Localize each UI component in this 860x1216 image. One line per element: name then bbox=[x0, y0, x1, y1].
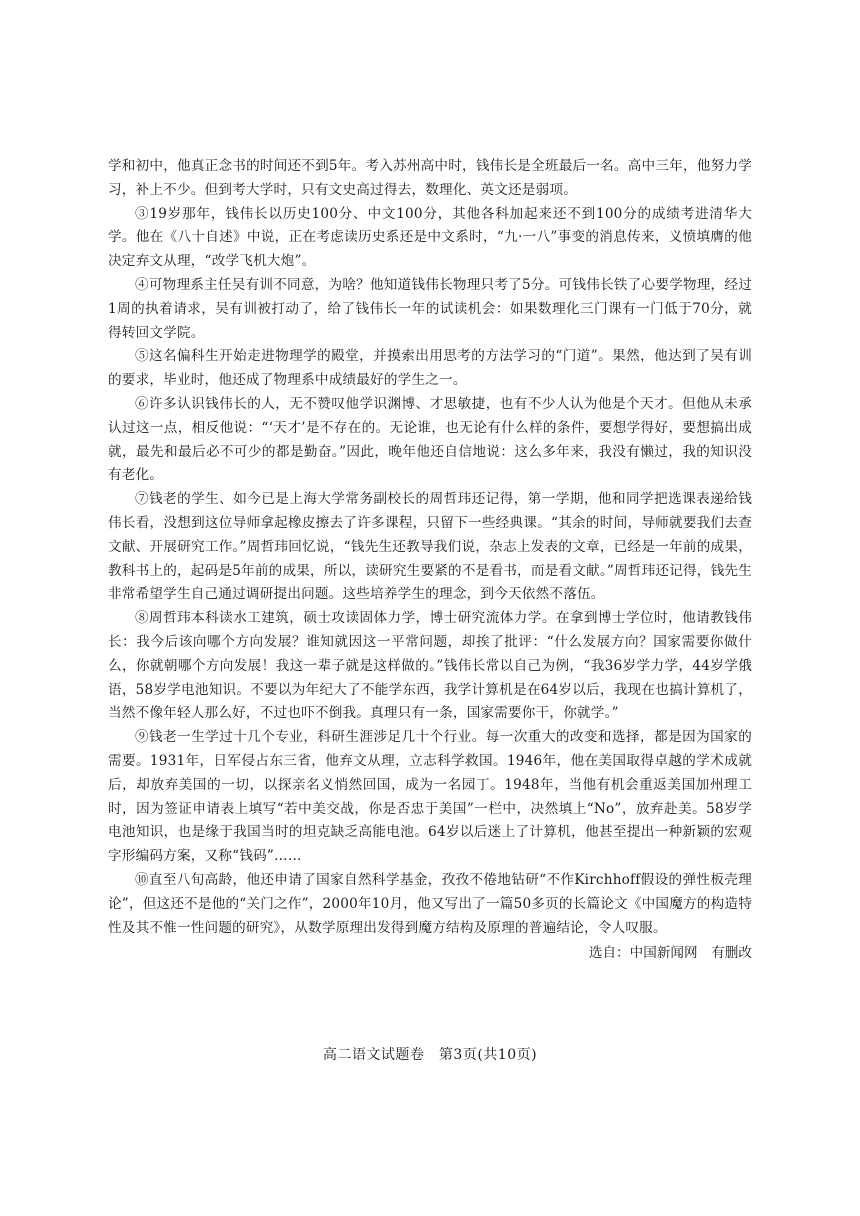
paragraph-10: ⑩直至八旬高龄，他还申请了国家自然科学基金，孜孜不倦地钻研“不作Kirchhoff假设的弹性板壳理论”，但这还不是他的“关门之作”，2000年10月，他又写出了一篇50多页的长篇论文《中国魔方的构造特性及其不惟一性问题的研究》，从数学原理出发得到魔方结构及原理的普遍结论，令人叹服。 bbox=[108, 871, 752, 936]
paragraph-3: ③19岁那年，钱伟长以历史100分、中文100分，其他各科加起来还不到100分的成绩考进清华大学。他在《八十自述》中说，正在考虑读历史系还是中文系时，“九·一八”事变的消息传来，义愤填膺的他决定弃文从理，“改学飞机大炮”。 bbox=[108, 205, 752, 270]
paragraph-8: ⑧周哲玮本科读水工建筑，硕士攻读固体力学，博士研究流体力学。在拿到博士学位时，他请教钱伟长：我今后该向哪个方向发展？谁知就因这一平常问题，却挨了批评：“什么发展方向？国家需要你做什么，你就朝哪个方向发展！我这一辈子就是这样做的。”钱伟长常以自己为例，“我36岁学力学，44岁学俄语，58岁学电池知识。不要以为年纪大了不能学东西，我学计算机是在64岁以后，我现在也搞计算机了，当然不像年轻人那么好，不过也吓不倒我。真理只有一条，国家需要你干，你就学。” bbox=[108, 610, 752, 722]
paragraph-7: ⑦钱老的学生、如今已是上海大学常务副校长的周哲玮还记得，第一学期，他和同学把选课表递给钱伟长看，没想到这位导师拿起橡皮擦去了许多课程，只留下一些经典课。“其余的时间，导师就要我们去查文献、开展研究工作。”周哲玮回忆说，“钱先生还教导我们说，杂志上发表的文章，已经是一年前的成果，教科书上的，起码是5年前的成果，所以，读研究生要紧的不是看书，而是看文献。”周哲玮还记得，钱先生非常希望学生自己通过调研提出问题。这些培养学生的理念，到今天依然不落伍。 bbox=[108, 491, 752, 603]
paragraph-9: ⑨钱老一生学过十几个专业，科研生涯涉足几十个行业。每一次重大的改变和选择，都是因为国家的需要。1931年，日军侵占东三省，他弃文从理，立志科学救国。1946年，他在美国取得卓越的学术成就后，却放弃美国的一切，以探亲名义悄然回国，成为一名园丁。1948年，当他有机会重返美国加州理工时，因为签证申请表上填写“若中美交战，你是否忠于美国”一栏中，决然填上“No”，放弃赴美。58岁学电池知识，也是缘于我国当时的坦克缺乏高能电池。64岁以后迷上了计算机，他甚至提出一种新颖的宏观字形编码方案，又称“钱码”…… bbox=[108, 729, 752, 865]
paragraph-continued: 学和初中，他真正念书的时间还不到5年。考入苏州高中时，钱伟长是全班最后一名。高中三年，他努力学习，补上不少。但到考大学时，只有文史高过得去，数理化、英文还是弱项。 bbox=[108, 158, 752, 198]
paragraph-5: ⑤这名偏科生开始走进物理学的殿堂，并摸索出用思考的方法学习的“门道”。果然，他达到了吴有训的要求，毕业时，他还成了物理系中成绩最好的学生之一。 bbox=[108, 348, 752, 389]
article-body bbox=[108, 155, 752, 966]
paragraph-6: ⑥许多认识钱伟长的人，无不赞叹他学识渊博、才思敏捷，也有不少人认为他是个天才。但他从未承认过这一点，相反他说：“‘天才’是不存在的。无论谁，也无论有什么样的条件，要想学得好，要想搞出成就，最先和最后必不可少的都是勤奋。”因此，晚年他还自信地说：这么多年来，我没有懒过，我的知识没有老化。 bbox=[108, 395, 752, 484]
paragraph-4: ④可物理系主任吴有训不同意，为啥？他知道钱伟长物理只考了5分。可钱伟长铁了心要学物理，经过1周的执着请求，吴有训被打动了，给了钱伟长一年的试读机会：如果数理化三门课有一门低于70分，就得转回文学院。 bbox=[108, 276, 752, 341]
page-footer: 高二语文试题卷 第3页(共10页) bbox=[322, 1047, 538, 1063]
source-attribution: 选自：中国新闻网 有删改 bbox=[588, 945, 752, 962]
